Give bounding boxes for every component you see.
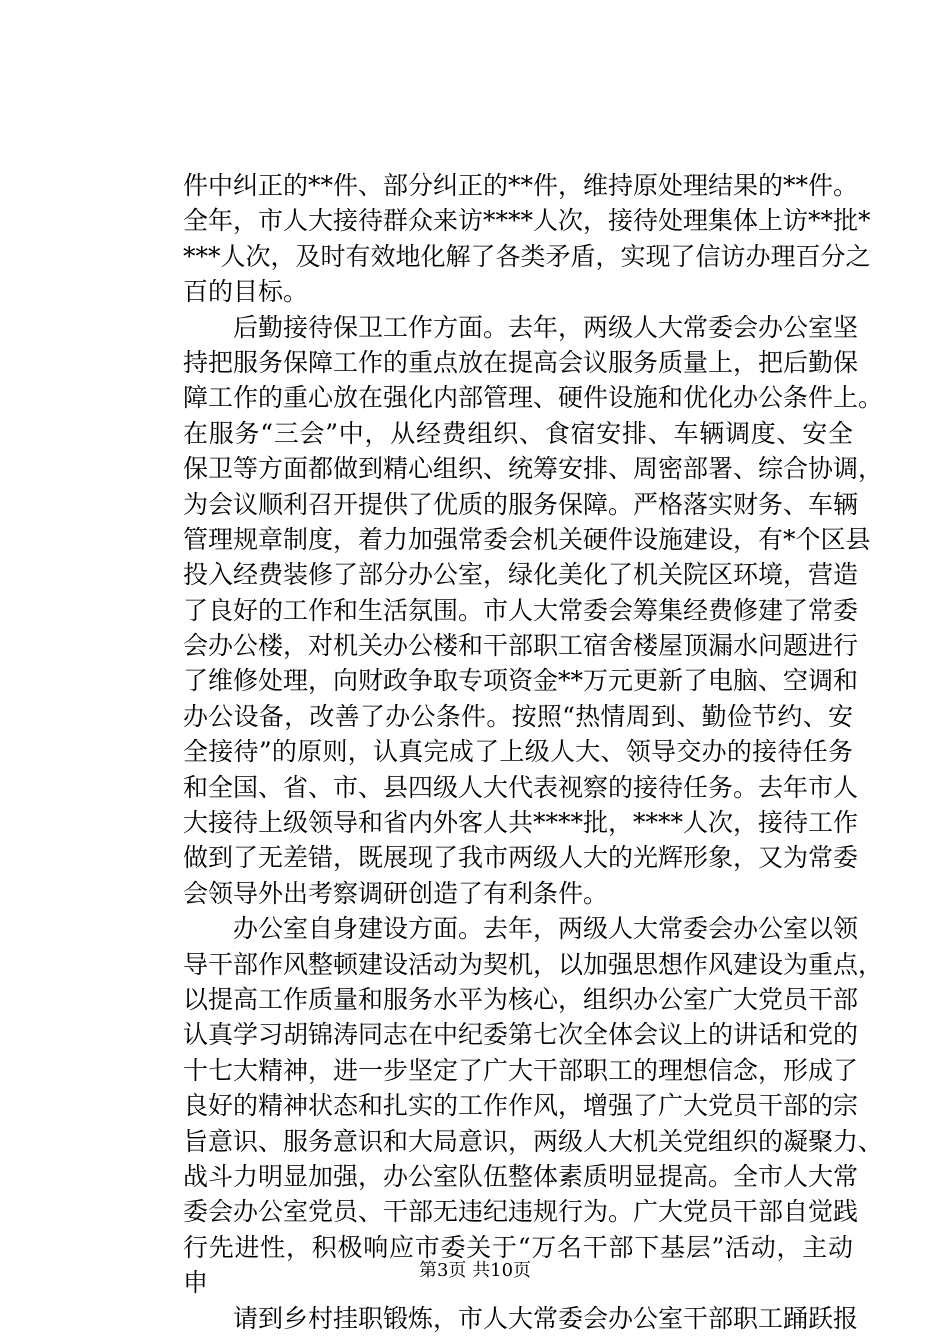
text-line: 全接待”的原则，认真完成了上级人大、领导交办的接待任务 (183, 737, 853, 767)
text-line: 委会办公室党员、干部无违纪违规行为。广大党员干部自觉践 (183, 1197, 859, 1227)
text-line: 以提高工作质量和服务水平为核心，组织办公室广大党员干部 (183, 984, 859, 1014)
text-line: 全年，市人大接待群众来访****人次，接待处理集体上访**批* (183, 206, 871, 236)
text-line: 办公设备，改善了办公条件。按照“热情周到、勤俭节约、安 (183, 701, 853, 731)
text-line: 了良好的工作和生活氛围。市人大常委会筹集经费修建了常委 (183, 595, 859, 625)
text-line: 做到了无差错，既展现了我市两级人大的光辉形象，又为常委 (183, 843, 859, 873)
text-line: 认真学习胡锦涛同志在中纪委第七次全体会议上的讲话和党的 (183, 1020, 859, 1050)
text-line: 为会议顺利召开提供了优质的服务保障。严格落实财务、车辆 (183, 489, 859, 519)
text-line: ***人次，及时有效地化解了各类矛盾，实现了信访办理百分之 (183, 241, 871, 271)
text-line: 行先进性，积极响应市委关于“万名干部下基层”活动，主动 (183, 1232, 853, 1262)
text-line: 战斗力明显加强，办公室队伍整体素质明显提高。全市人大常 (183, 1161, 859, 1191)
text-line: 十七大精神，进一步坚定了广大干部职工的理想信念，形成了 (183, 1055, 859, 1085)
text-line: 办公室自身建设方面。去年，两级人大常委会办公室以领 (183, 914, 859, 944)
text-line: 了维修处理，向财政争取专项资金**万元更新了电脑、空调和 (183, 666, 859, 696)
text-line: 件中纠正的**件、部分纠正的**件，维持原处理结果的**件。 (183, 171, 859, 200)
text-line: 旨意识、服务意识和大局意识，两级人大机关党组织的凝聚力、 (183, 1126, 884, 1156)
text-line: 百的目标。 (183, 277, 309, 307)
text-line: 申 (183, 1268, 209, 1298)
text-line: 保卫等方面都做到精心组织、统筹安排、周密部署、综合协调， (183, 454, 884, 484)
text-line: 大接待上级领导和省内外客人共****批，****人次，接待工作 (183, 808, 859, 838)
text-line: 后勤接待保卫工作方面。去年，两级人大常委会办公室坚 (183, 312, 859, 342)
text-line: 请到乡村挂职锻炼，市人大常委会办公室干部职工踊跃报 (183, 1303, 859, 1333)
text-line: 障工作的重心放在强化内部管理、硬件设施和优化办公条件上。 (183, 383, 884, 413)
text-line: 投入经费装修了部分办公室，绿化美化了机关院区环境，营造 (183, 560, 859, 590)
text-line: 和全国、省、市、县四级人大代表视察的接待任务。去年市人 (183, 772, 859, 802)
text-line: 会办公楼，对机关办公楼和干部职工宿舍楼屋顶漏水问题进行 (183, 631, 859, 661)
body-text (183, 168, 884, 1336)
text-line: 良好的精神状态和扎实的工作作风，增强了广大党员干部的宗 (183, 1091, 859, 1121)
text-line: 持把服务保障工作的重点放在提高会议服务质量上，把后勤保 (183, 347, 859, 377)
page-footer: 第3页 共10页 (418, 1260, 532, 1281)
text-line: 管理规章制度，着力加强常委会机关硬件设施建设，有*个区县 (183, 524, 871, 554)
text-line: 会领导外出考察调研创造了有利条件。 (183, 878, 609, 908)
text-line: 在服务“三会”中，从经费组织、食宿安排、车辆调度、安全 (183, 418, 853, 448)
text-line: 导干部作风整顿建设活动为契机，以加强思想作风建设为重点， (183, 949, 884, 979)
